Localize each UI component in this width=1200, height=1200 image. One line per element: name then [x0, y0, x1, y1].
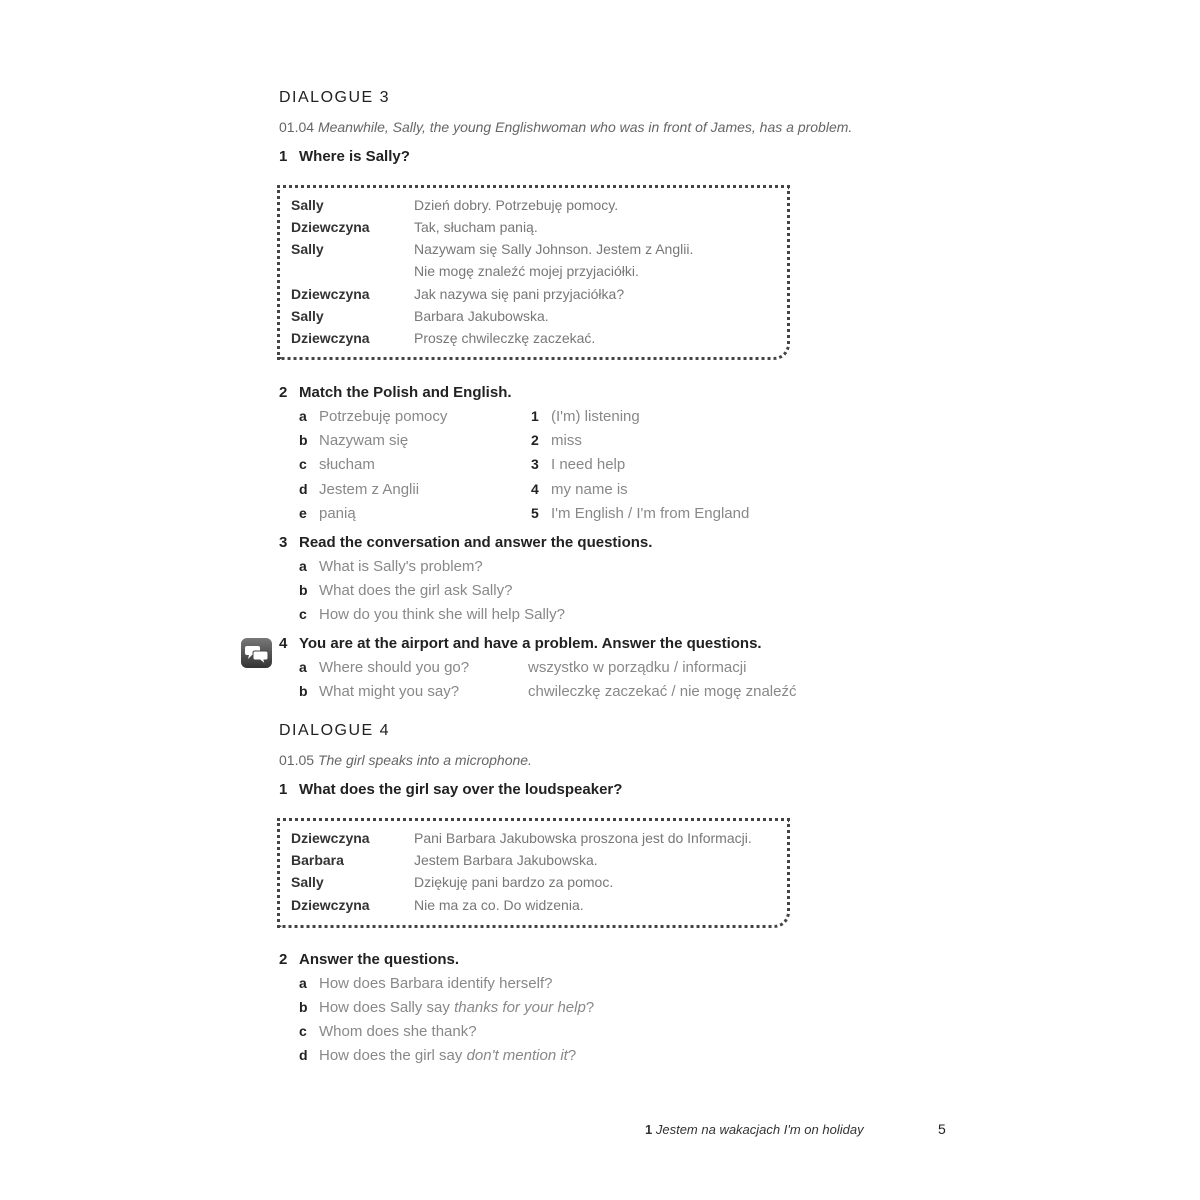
dialogue-line: Dzień dobry. Potrzebuję pomocy.	[414, 197, 619, 213]
speaker-name: Dziewczyna	[291, 219, 370, 235]
speech-bubble-icon-glyph	[241, 638, 272, 668]
match-item-english: 5 I'm English / I'm from England	[531, 505, 750, 522]
page-number: 5	[938, 1121, 946, 1137]
match-item-polish: c słucham	[299, 456, 375, 473]
question-heading: 3 Read the conversation and answer the questions.	[279, 534, 653, 551]
question-item: d How does the girl say don't mention it?	[299, 1047, 577, 1064]
speaker-name: Sally	[291, 241, 324, 257]
dialogue-4-intro	[279, 752, 532, 768]
question-item: a What is Sally's problem?	[299, 558, 483, 575]
question-heading: 2 Match the Polish and English.	[279, 384, 512, 401]
speaker-name: Sally	[291, 308, 324, 324]
dialogue-3-intro	[279, 119, 852, 135]
question-heading: 1 What does the girl say over the loudspeaker?	[279, 781, 623, 798]
dialogue-line: Jak nazywa się pani przyjaciółka?	[414, 286, 625, 302]
match-item-english: 2 miss	[531, 432, 582, 449]
intro-text: The girl speaks into a microphone.	[317, 752, 532, 768]
match-item-polish: e panią	[299, 505, 356, 522]
question-item: a Where should you go?	[299, 659, 470, 676]
dialogue-line: Nie mogę znaleźć mojej przyjaciółki.	[414, 263, 639, 279]
dialogue-3-title: DIALOGUE 3	[279, 89, 391, 106]
dialogue-line: Pani Barbara Jakubowska proszona jest do Informacji.	[414, 830, 752, 846]
question-item: c Whom does she thank?	[299, 1023, 477, 1040]
match-item-polish: b Nazywam się	[299, 432, 409, 449]
question-item: b What might you say?	[299, 683, 460, 700]
speech-bubble-icon	[241, 638, 272, 668]
question-item: b What does the girl ask Sally?	[299, 582, 513, 599]
dialogue-line: Proszę chwileczkę zaczekać.	[414, 330, 596, 346]
question-heading: 2 Answer the questions.	[279, 951, 460, 968]
speaker-name: Dziewczyna	[291, 897, 370, 913]
track-number: 01.04	[279, 119, 315, 135]
dialogue-line: Jestem Barbara Jakubowska.	[414, 852, 598, 868]
match-item-polish: d Jestem z Anglii	[299, 481, 420, 498]
running-footer: 1 Jestem na wakacjach I'm on holiday	[645, 1122, 864, 1137]
question-hint: wszystko w porządku / informacji	[528, 659, 747, 676]
track-number: 01.05	[279, 752, 315, 768]
match-item-english: 3 I need help	[531, 456, 626, 473]
match-item-english: 4 my name is	[531, 481, 628, 498]
question-heading: 1 Where is Sally?	[279, 148, 410, 165]
match-item-polish: a Potrzebuję pomocy	[299, 408, 448, 425]
dialogue-line: Dziękuję pani bardzo za pomoc.	[414, 874, 614, 890]
speaker-name: Dziewczyna	[291, 286, 370, 302]
dialogue-line: Nazywam się Sally Johnson. Jestem z Anglii.	[414, 241, 694, 257]
question-item: a How does Barbara identify herself?	[299, 975, 553, 992]
question-hint: chwileczkę zaczekać / nie mogę znaleźć	[528, 683, 797, 700]
match-item-english: 1 (I'm) listening	[531, 408, 640, 425]
speaker-name: Dziewczyna	[291, 830, 370, 846]
speaker-name: Barbara	[291, 852, 344, 868]
speaker-name: Sally	[291, 874, 324, 890]
speaker-name: Dziewczyna	[291, 330, 370, 346]
question-heading: 4 You are at the airport and have a problem. Answer the questions.	[279, 635, 762, 652]
dialogue-4-title: DIALOGUE 4	[279, 722, 391, 739]
dialogue-line: Tak, słucham panią.	[414, 219, 538, 235]
question-item: b How does Sally say thanks for your help?	[299, 999, 595, 1016]
dialogue-line: Nie ma za co. Do widzenia.	[414, 897, 584, 913]
dialogue-line: Barbara Jakubowska.	[414, 308, 549, 324]
intro-text: Meanwhile, Sally, the young Englishwoman who was in front of James, has a problem.	[317, 119, 853, 135]
question-item: c How do you think she will help Sally?	[299, 606, 565, 623]
speaker-name: Sally	[291, 197, 324, 213]
